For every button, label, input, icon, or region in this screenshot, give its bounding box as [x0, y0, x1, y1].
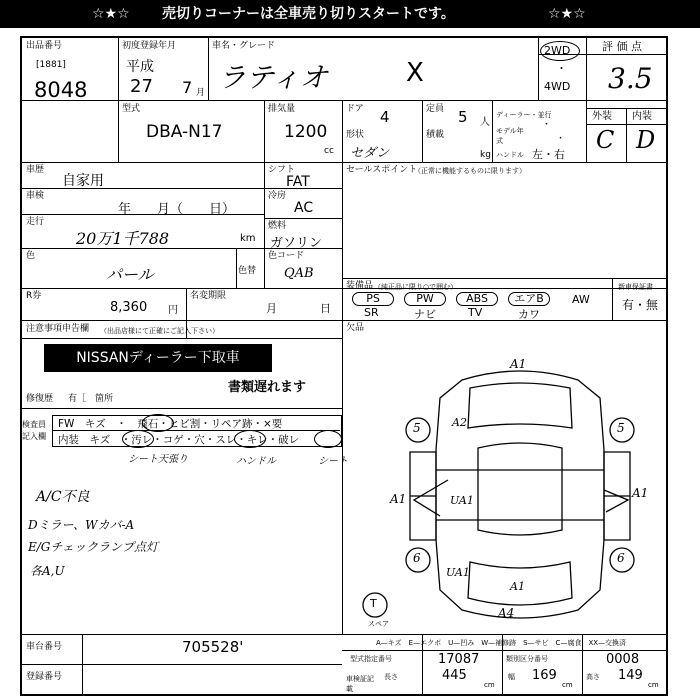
inspector-hand-2: ハンドル [236, 456, 276, 467]
length-label: 長さ [384, 673, 398, 681]
inspector-hand-1: シート天張り [128, 454, 188, 465]
fuel-value: ガソリン [270, 236, 323, 251]
handnote-4: 各A,U [30, 564, 65, 578]
capacity-label: 定員 [426, 104, 445, 114]
name-change-month: 月 [266, 302, 277, 315]
score-value: 3.5 [608, 62, 653, 95]
equipment-navi: ナビ [414, 308, 436, 321]
name-change-day: 日 [320, 302, 331, 315]
banner-text: 売切りコーナーは全車売り切りスタートです。 [162, 6, 455, 22]
mileage-value: 20万1千788 [76, 229, 170, 248]
wheel-rl-mark: 6 [413, 551, 421, 565]
lot-number: 8048 [34, 78, 88, 102]
equipment-aw: AW [572, 293, 590, 306]
handle-label: ハンドル [496, 151, 524, 159]
capacity-unit: 人 [480, 117, 490, 128]
color-code-label: 色コード [268, 251, 305, 261]
shape-value: セダン [350, 146, 390, 161]
warranty-label: 新車保証書 [618, 283, 653, 291]
circle-chip [142, 414, 174, 432]
auction-sheet [20, 36, 668, 696]
circle-stain [122, 430, 154, 448]
chassis-label: 車台番号 [26, 642, 63, 652]
dims-label: 車検証記載 [346, 675, 374, 693]
model-year-label: モデル年式 [496, 127, 524, 145]
wheel-rr-mark: 6 [617, 551, 625, 565]
height-label: 高さ [586, 673, 600, 681]
color-label: 色 [26, 251, 36, 261]
notes-hint: （出品店様にて正確にご記入下さい） [100, 327, 219, 335]
mark-rear: A4 [498, 606, 515, 620]
registration-label: 初度登録年月 [122, 41, 177, 51]
wheel-fr-mark: 5 [617, 421, 625, 435]
equipment-airbag: エアB [508, 292, 550, 306]
damage-legend: A—キズ E—エクボ U—凹み W—補修跡 S—サビ C—腐食 XX—交換済 [376, 639, 627, 647]
class-value: 0008 [606, 652, 640, 667]
type-value: DBA-N17 [146, 122, 223, 142]
model-grade: X [406, 58, 424, 88]
drive-2wd: 2WD [544, 44, 571, 57]
recycle-label: R券 [26, 291, 42, 301]
registration-month: 7 [182, 78, 193, 97]
type-label: 型式 [122, 104, 141, 114]
cert-value: 17087 [438, 652, 480, 667]
mark-front: A1 [510, 357, 527, 371]
handnote-2: Dミラー、Wカバ-A [28, 518, 135, 532]
dealer-tradein-box: NISSANディーラー下取車 [44, 344, 272, 372]
equipment-ps: PS [352, 292, 394, 306]
handnote-3: E/Gチェックランプ点灯 [28, 540, 159, 554]
mark-right: A1 [632, 486, 649, 500]
banner-stars-right: ☆★☆ [548, 6, 586, 22]
load-unit: kg [480, 150, 491, 160]
doors-label: ドア [346, 104, 364, 114]
repair-label: 修復歴 [26, 394, 54, 404]
ac-label: 冷房 [268, 191, 287, 201]
interior-label: 内装 [632, 111, 652, 122]
mark-left: A1 [390, 492, 407, 506]
circle-tear [314, 430, 342, 448]
width-value: 169 [532, 668, 557, 683]
equipment-pw: PW [404, 292, 446, 306]
handle-value: 左・右 [532, 148, 565, 161]
circle-rub [234, 430, 266, 448]
color-swap-label: 色替 [238, 266, 257, 276]
drive-4wd: 4WD [544, 80, 571, 93]
model-year-dot: ・ [556, 134, 566, 144]
doors-value: 4 [380, 108, 390, 126]
inspector-label-1: 検査員 [22, 420, 46, 429]
model-label: 車名・グレード [212, 41, 276, 51]
length-unit: cm [484, 681, 495, 689]
registration-month-unit: 月 [196, 88, 206, 98]
inspector-row-2: 内装 キズ ・汚レ・コゲ・穴・スレ・キレ・破レ [58, 434, 300, 446]
height-unit: cm [648, 681, 659, 689]
spare-label: スペア [368, 620, 389, 628]
inspection-value: 年 月（ 日） [118, 202, 236, 217]
color-value: パール [106, 265, 154, 284]
equipment-sr: SR [364, 306, 379, 319]
lot-code: [1881] [36, 60, 66, 70]
capacity-value: 5 [458, 108, 468, 126]
registration-year: 27 [130, 76, 153, 97]
sales-point-hint: （正常に機能するものに限ります） [414, 167, 526, 175]
recycle-unit: 円 [168, 305, 178, 316]
mark-trunk: A1 [510, 580, 525, 593]
mileage-unit: km [240, 233, 256, 244]
displacement-value: 1200 [284, 122, 328, 142]
class-label: 類別区分番号 [506, 655, 548, 663]
equipment-tv: TV [468, 306, 483, 319]
handnote-1: A/C不良 [36, 489, 90, 505]
fuel-label: 燃料 [268, 221, 287, 231]
spare-mark: T [370, 597, 377, 610]
reg-no-label: 登録番号 [26, 672, 63, 682]
wheel-fl-mark: 5 [413, 421, 421, 435]
mark-front-left: A2 [452, 416, 467, 429]
color-code-value: QAB [284, 266, 314, 281]
score-label: 評 価 点 [602, 40, 642, 53]
cert-label: 型式指定番号 [350, 655, 392, 663]
drive-dot: ・ [556, 62, 567, 75]
name-change-label: 名変期限 [190, 291, 227, 301]
dealer-dot: ・ [542, 120, 552, 130]
banner-stars-left: ☆★☆ [92, 6, 130, 22]
top-banner [0, 0, 700, 28]
chassis-value: 705528' [182, 638, 244, 656]
equipment-abs: ABS [456, 292, 498, 306]
displacement-label: 排気量 [268, 104, 296, 114]
notes-memo: 書類遅れます [228, 380, 307, 395]
exterior-score: C [596, 126, 615, 154]
interior-score: D [636, 126, 656, 154]
equipment-label: 装備品 [346, 281, 374, 291]
mileage-label: 走行 [26, 217, 45, 227]
mark-rear-left: UA1 [446, 566, 470, 579]
inspection-label: 車検 [26, 191, 45, 201]
usage-label: 車歴 [26, 165, 45, 175]
ac-value: AC [294, 200, 314, 216]
notes-label: 注意事項申告欄 [26, 324, 90, 334]
inspector-row-1: FW キズ ・ 飛石・ヒビ割・リペア跡・×要 [58, 418, 283, 430]
usage-value: 自家用 [62, 173, 104, 189]
shift-value: FAT [286, 174, 310, 190]
mark-left-door: UA1 [450, 494, 474, 507]
recycle-value: 8,360 [110, 300, 148, 315]
inspector-hand-3: シート [318, 456, 348, 467]
width-unit: cm [562, 681, 573, 689]
registration-era: 平成 [126, 59, 154, 75]
equipment-leather: カワ [518, 308, 540, 321]
shape-label: 形状 [346, 130, 365, 140]
sales-point-label: セールスポイント [346, 165, 418, 175]
height-value: 149 [618, 668, 643, 683]
load-label: 積載 [426, 130, 445, 140]
shift-label: シフト [268, 165, 296, 175]
repair-value: 有［ 箇所 [68, 394, 114, 404]
exterior-label: 外装 [592, 111, 612, 122]
inspector-label-2: 記入欄 [22, 432, 46, 441]
missing-label: 欠品 [346, 323, 365, 333]
equipment-hint: （純正品に限り○で囲む） [374, 283, 458, 291]
width-label: 幅 [508, 673, 515, 681]
lot-label: 出品番号 [26, 41, 63, 51]
displacement-unit: cc [324, 146, 334, 156]
dealer-label: ディーラー・並行 [496, 111, 552, 119]
length-value: 445 [442, 668, 467, 683]
model-name: ラティオ [218, 61, 328, 94]
warranty-value: 有・無 [622, 298, 659, 312]
